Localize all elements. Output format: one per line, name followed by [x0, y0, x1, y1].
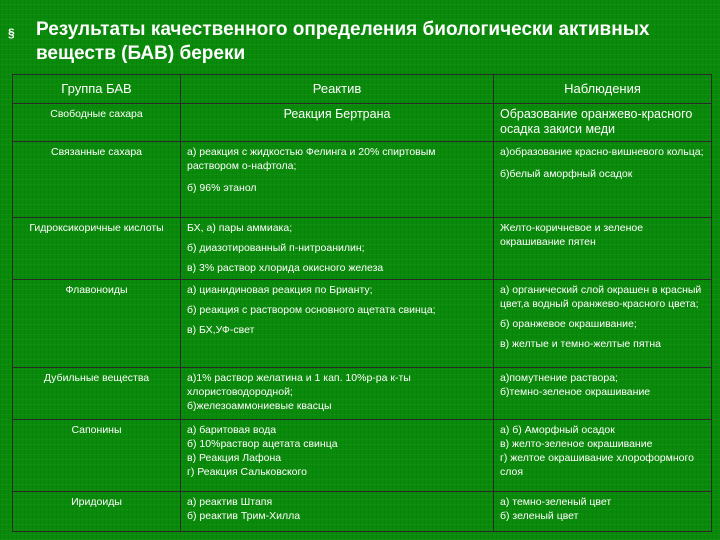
group-cell: Связанные сахара — [13, 142, 181, 218]
observation-line: Образование оранжево-красного осадка закиси меди — [500, 107, 693, 136]
reagent-cell — [181, 142, 494, 218]
reagent-line: б)железоаммониевые квасцы — [187, 400, 332, 412]
table-header-row — [13, 75, 712, 104]
observation-line: а)образование красно-вишневого кольца; — [500, 146, 704, 158]
group-cell: Гидроксикоричные кислоты — [13, 218, 181, 280]
bullet-icon: § — [8, 26, 15, 40]
reagent-cell — [181, 492, 494, 532]
observation-cell — [494, 142, 712, 218]
reagent-line: а) баритовая вода — [187, 424, 277, 436]
reagent-cell — [181, 280, 494, 368]
observation-cell — [494, 280, 712, 368]
table-row — [13, 142, 712, 218]
reagent-line: а)1% раствор желатина и 1 кап. 10%р-ра к-ты хлористоводородной; — [187, 372, 411, 398]
header-group: Группа БАВ — [13, 75, 181, 104]
reagent-line: б) 10%раствор ацетата свинца — [187, 438, 338, 450]
observation-line: б)темно-зеленое окрашивание — [500, 386, 651, 398]
table-row — [13, 280, 712, 368]
reagent-line: б) реакция с раствором основного ацетата свинца; — [187, 304, 436, 316]
observation-line: а) темно-зеленый цвет — [500, 496, 612, 508]
observation-line: б) зеленый цвет — [500, 510, 579, 522]
reagent-line: а) реактив Штапя — [187, 496, 273, 508]
reagent-line: а) цианидиновая реакция по Брианту; — [187, 284, 373, 296]
observation-line: Желто-коричневое и зеленое окрашивание пятен — [500, 222, 644, 248]
observation-line: в) желто-зеленое окрашивание — [500, 438, 653, 450]
reagent-line: в) БХ,УФ-свет — [187, 324, 255, 336]
group-cell: Иридоиды — [13, 492, 181, 532]
table-row — [13, 218, 712, 280]
reagent-cell — [181, 420, 494, 492]
observation-line: а)помутнение раствора; — [500, 372, 618, 384]
reagent-cell — [181, 218, 494, 280]
observation-line: а) б) Аморфный осадок — [500, 424, 615, 436]
reagent-line: б) диазотированный п-нитроанилин; — [187, 242, 365, 254]
group-cell: Дубильные вещества — [13, 368, 181, 420]
group-cell: Сапонины — [13, 420, 181, 492]
reagent-line: б) 96% этанол — [187, 182, 257, 194]
reagent-cell — [181, 104, 494, 142]
reagent-line: а) реакция с жидкостью Фелинга и 20% спиртовым раствором о-нафтола; — [187, 146, 436, 172]
reagent-line: Реакция Бертрана — [283, 107, 391, 121]
header-observations: Наблюдения — [494, 75, 712, 104]
reagent-line: БХ, а) пары аммиака; — [187, 222, 293, 234]
observation-cell — [494, 218, 712, 280]
title-text: Результаты качественного определения биологически активных веществ (БАВ) береки — [36, 19, 650, 64]
reagent-line: б) реактив Трим-Хилла — [187, 510, 301, 522]
reagent-cell — [181, 368, 494, 420]
observation-line: б) оранжевое окрашивание; — [500, 318, 637, 330]
reagent-line: в) Реакция Лафона — [187, 452, 282, 464]
observation-cell — [494, 420, 712, 492]
table-row — [13, 492, 712, 532]
table-row — [13, 368, 712, 420]
table-row — [13, 420, 712, 492]
results-table — [12, 74, 712, 532]
observation-cell — [494, 368, 712, 420]
observation-cell — [494, 104, 712, 142]
reagent-line: в) 3% раствор хлорида окисного железа — [187, 262, 384, 274]
observation-line: г) желтое окрашивание хлороформного слоя — [500, 452, 694, 478]
observation-line: в) желтые и темно-желтые пятна — [500, 338, 661, 350]
group-cell: Свободные сахара — [13, 104, 181, 142]
observation-line: б)белый аморфный осадок — [500, 168, 633, 180]
reagent-line: г) Реакция Сальковского — [187, 466, 307, 478]
observation-cell — [494, 492, 712, 532]
group-cell: Флавоноиды — [13, 280, 181, 368]
header-reagent: Реактив — [181, 75, 494, 104]
observation-line: а) органический слой окрашен в красный цвет,а водный оранжево-красного цвета; — [500, 284, 702, 310]
slide-title — [8, 18, 708, 66]
table-row — [13, 104, 712, 142]
